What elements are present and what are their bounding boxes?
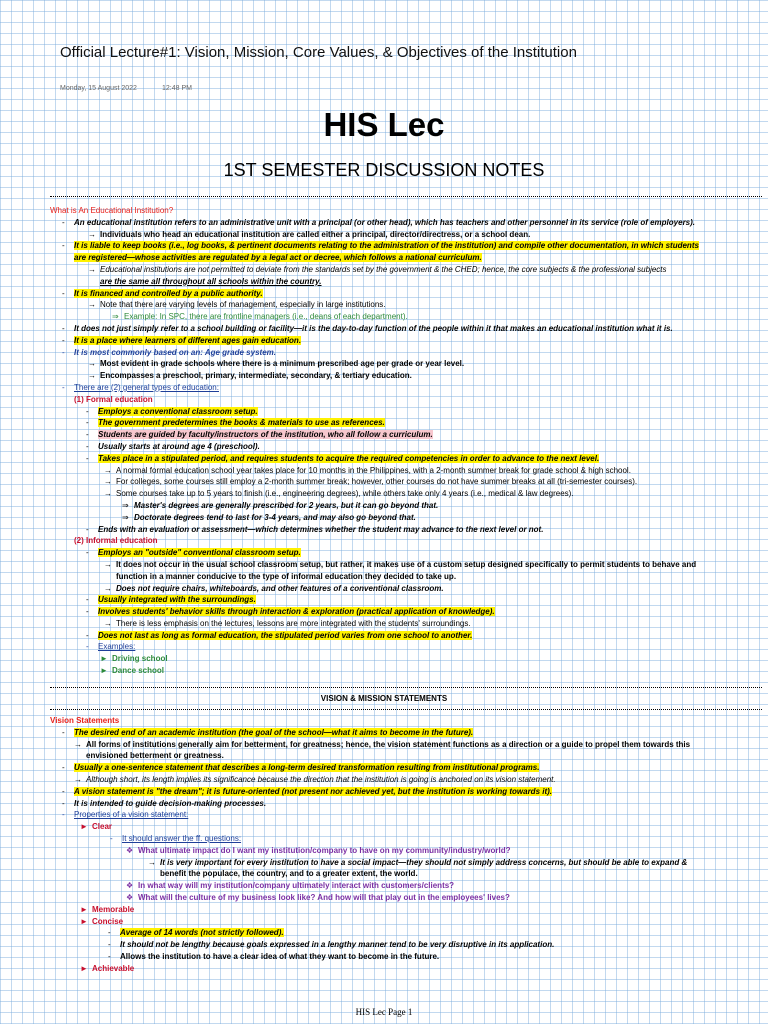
list-item: ❖ What will the culture of my business look like? And how will that play out in the employees' lives? xyxy=(126,892,510,902)
lecture-time: 12:48 PM xyxy=(162,85,192,92)
document-title: HIS Lec xyxy=(323,106,445,143)
list-item: ⇒ Master's degrees are generally prescribed for 2 years, but it can go beyond that. xyxy=(122,500,439,510)
list-item: - A vision statement is "the dream"; it is future-oriented (not present nor achieved yet, but the institution is working towards it). xyxy=(62,786,553,796)
list-item: - Examples: xyxy=(86,642,136,652)
list-item: → All forms of institutions generally aim for betterment, for greatness; hence, the vision statement functions as a direction or a guide to propel them towards this xyxy=(74,739,691,749)
list-item: → It is very important for every institution to have a social impact—they should not simply address concerns, but should be able to expand & xyxy=(148,857,688,867)
list-item: → Educational institutions are not permitted to deviate from the standards set by the government & the CHED; hence, the core subjects & the professional subjects xyxy=(88,264,667,274)
list-item: are registered—whose activities are regulated by a legal act or decree, which follows a national curriculum. xyxy=(74,253,482,263)
list-item: - It does not just simply refer to a school building or facility—it is the day-to-day function of the people within it that makes an educational institution what it is. xyxy=(62,323,673,333)
list-item: ❖ In what way will my institution/company ultimately interact with customers/clients? xyxy=(126,881,455,891)
property-achievable: ► Achievable xyxy=(80,963,135,973)
list-item: → Does not require chairs, whiteboards, and other features of a conventional classroom. xyxy=(104,583,444,593)
list-item: - An educational institution refers to an administrative unit with a principal (or other head), which has teachers and other personnel in its service (role of employers). xyxy=(62,217,696,227)
list-item: - Students are guided by faculty/instructors of the institution, who all follow a curriculum. xyxy=(86,430,433,440)
section-heading: Vision Statements xyxy=(50,716,120,725)
list-item: are the same all throughout all schools within the country. xyxy=(100,276,322,286)
divider xyxy=(50,709,762,710)
list-item: → For colleges, some courses still employ a 2-month summer break; however, other courses do not have summer breaks at all (tri-semester courses). xyxy=(104,477,638,487)
list-item: - Does not last as long as formal education, the stipulated period varies from one school to another. xyxy=(86,630,473,640)
list-item: - Employs an "outside" conventional classroom setup. xyxy=(86,548,301,558)
list-item: - It is liable to keep books (i.e., log books, & pertinent documents relating to the administration of the institution) and compile other documentation, in which students xyxy=(62,241,699,251)
list-item: - Employs a conventional classroom setup. xyxy=(86,406,258,416)
section-vision-statements xyxy=(50,715,762,975)
list-item: ► Dance school xyxy=(100,666,165,676)
divider xyxy=(50,196,762,197)
list-item: → Although short, its length implies its significance because the direction that the institution is going is anchored on its vision statement. xyxy=(74,774,556,784)
list-item: - Properties of a vision statement: xyxy=(62,810,189,820)
list-item: - It should not be lengthy because goals expressed in a lengthy manner tend to be very disruptive in its application. xyxy=(108,940,555,950)
list-item: - The government predetermines the books & materials to use as references. xyxy=(86,418,385,428)
divider xyxy=(50,687,762,688)
list-item: ⇒ Doctorate degrees tend to last for 3-4 years, and may also go beyond that. xyxy=(122,512,416,522)
list-item: → Most evident in grade schools where there is a minimum prescribed age per grade or year level. xyxy=(88,359,465,369)
list-item: → Individuals who head an educational institution are called either a principal, director/directress, or a school dean. xyxy=(88,229,531,239)
list-item: ❖ What ultimate impact do I want my institution/company to have on my community/industry/world? xyxy=(126,845,511,855)
list-item: - It is most commonly based on an: Age grade system. xyxy=(62,347,276,357)
list-item: → Note that there are varying levels of management, especially in large institutions. xyxy=(88,300,386,310)
list-item: - Average of 14 words (not strictly followed). xyxy=(108,928,284,938)
list-item: ► Driving school xyxy=(100,654,168,664)
list-item: ⇒ Example: In SPC, there are frontline managers (i.e., deans of each department). xyxy=(112,312,408,322)
property-clear: ► Clear xyxy=(80,822,113,832)
list-item: - Allows the institution to have a clear idea of what they want to become in the future. xyxy=(108,951,440,961)
list-item: → It does not occur in the usual school classroom setup, but rather, it makes use of a custom setup designed specifically to permit students to behave and xyxy=(104,559,697,569)
list-item: - It is a place where learners of different ages gain education. xyxy=(62,335,302,345)
list-item: → Some courses take up to 5 years to finish (i.e., engineering degrees), while others take only 4 years (i.e., medical & law degrees). xyxy=(104,489,574,499)
list-item: - Usually starts at around age 4 (preschool). xyxy=(86,441,260,451)
property-memorable: ► Memorable xyxy=(80,904,135,914)
property-concise: ► Concise xyxy=(80,916,124,926)
lecture-date: Monday, 15 August 2022 xyxy=(60,85,137,92)
list-item: - It should answer the ff. questions: xyxy=(110,833,242,843)
list-item: benefit the populace, the country, and to a greater extent, the world. xyxy=(160,869,418,879)
list-heading-informal: (2) Informal education xyxy=(74,536,158,546)
lecture-title: Official Lecture#1: Vision, Mission, Core Values, & Objectives of the Institution xyxy=(60,44,577,61)
list-item: - It is financed and controlled by a public authority. xyxy=(62,288,263,298)
list-item: → Encompasses a preschool, primary, intermediate, secondary, & tertiary education. xyxy=(88,371,412,381)
section-educational-institution xyxy=(50,205,762,677)
list-item: - Usually a one-sentence statement that describes a long-term desired transformation resulting from institutional programs. xyxy=(62,763,540,773)
page-footer: HIS Lec Page 1 xyxy=(355,1007,413,1017)
list-item: envisioned betterment or greatness. xyxy=(86,751,224,761)
list-heading-formal: (1) Formal education xyxy=(74,394,153,404)
document-subtitle: 1ST SEMESTER DISCUSSION NOTES xyxy=(223,160,545,180)
section-heading: What is An Educational Institution? xyxy=(50,206,174,215)
list-item: function in a manner conducive to the type of informal education they decided to take up. xyxy=(116,571,457,581)
list-item: - Takes place in a stipulated period, and requires students to acquire the required competencies in order to advance to the next level. xyxy=(86,453,600,463)
list-item: - The desired end of an academic institution (the goal of the school—what it aims to become in the future). xyxy=(62,727,474,737)
list-item: - There are (2) general types of education: xyxy=(62,382,219,392)
section-title: VISION & MISSION STATEMENTS xyxy=(320,694,448,703)
list-item: - Ends with an evaluation or assessment—which determines whether the student may advance to the next level or not. xyxy=(86,524,544,534)
list-item: - It is intended to guide decision-making processes. xyxy=(62,798,267,808)
list-item: → A normal formal education school year takes place for 10 months in the Philippines, with a 2-month summer break for grade school & high school. xyxy=(104,465,631,475)
list-item: - Usually integrated with the surroundings. xyxy=(86,595,256,605)
list-item: → There is less emphasis on the lectures, lessons are more integrated with the students' surroundings. xyxy=(104,618,471,628)
list-item: - Involves students' behavior skills through interaction & exploration (practical application of knowledge). xyxy=(86,607,495,617)
